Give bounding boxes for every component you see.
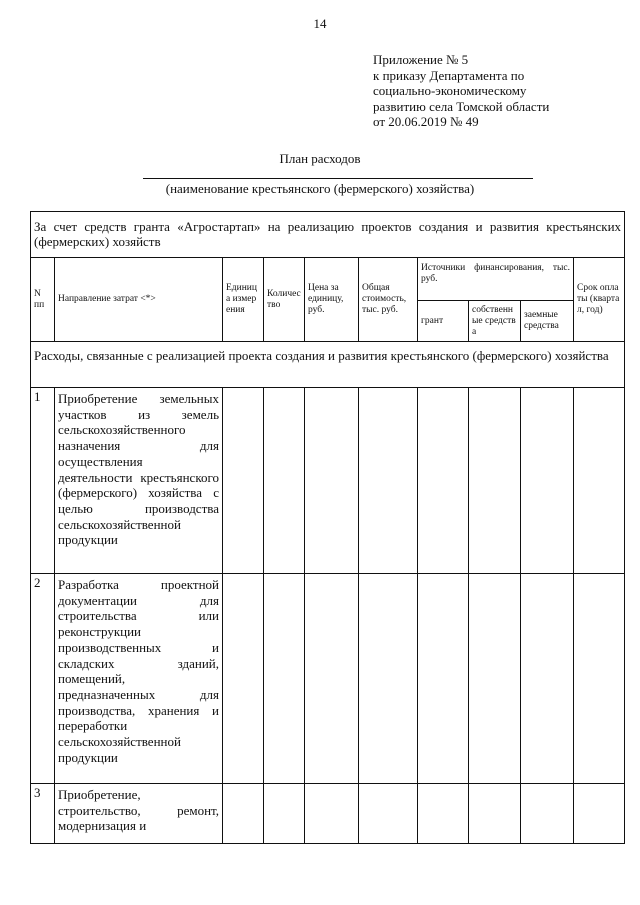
row-number: 2 — [31, 574, 55, 784]
col-own-header: собственные средства — [469, 301, 521, 342]
appendix-block — [373, 52, 549, 130]
table-cell — [521, 574, 574, 784]
table-cell — [305, 784, 359, 844]
appendix-line: Приложение № 5 — [373, 52, 469, 67]
col-total-header: Общая стоимость, тыс. руб. — [359, 258, 418, 342]
table-cell — [469, 784, 521, 844]
table-cell — [305, 388, 359, 574]
table-cell — [418, 784, 469, 844]
table-cell — [521, 388, 574, 574]
table-cell — [418, 388, 469, 574]
table-cell — [264, 574, 305, 784]
plan-title: План расходов — [279, 151, 361, 166]
table-cell — [359, 388, 418, 574]
farm-name-line — [143, 178, 533, 179]
row-number: 3 — [31, 784, 55, 844]
table-cell — [418, 574, 469, 784]
table-cell — [469, 388, 521, 574]
table-cell — [469, 574, 521, 784]
col-unit-header: Единица измерения — [223, 258, 264, 342]
col-num-header: N пп — [31, 258, 55, 342]
table-cell — [223, 574, 264, 784]
table-cell — [574, 784, 625, 844]
col-deadline-header: Срок оплаты (квартал, год) — [574, 258, 625, 342]
row-direction: Приобретение земельных участков из земель сельскохозяйственного назначения для осуществления деятельности крестьянского (фермерского) хозяйства с целью производства сельскохозяйственной продукции — [55, 388, 223, 574]
farm-name-caption: (наименование крестьянского (фермерского) хозяйства) — [165, 181, 475, 196]
page-number: 14 — [313, 16, 327, 31]
table-cell — [264, 784, 305, 844]
table-cell — [359, 574, 418, 784]
table-cell — [264, 388, 305, 574]
table-row — [31, 388, 625, 574]
grant-header: За счет средств гранта «Агростартап» на реализацию проектов создания и развития крестьянских (фермерских) хозяйств — [31, 212, 625, 258]
row-direction: Приобретение, строительство, ремонт, модернизация и — [55, 784, 223, 844]
table-row — [31, 784, 625, 844]
col-quantity-header: Количество — [264, 258, 305, 342]
table-cell — [305, 574, 359, 784]
section-header: Расходы, связанные с реализацией проекта создания и развития крестьянского (фермерского) хозяйства — [31, 342, 625, 388]
appendix-line: от 20.06.2019 № 49 — [373, 114, 479, 129]
appendix-line: социально-экономическому — [373, 83, 527, 98]
col-grant-header: грант — [418, 301, 469, 342]
appendix-line: развитию села Томской области — [373, 98, 550, 114]
col-direction-header: Направление затрат <*> — [55, 258, 223, 342]
col-sources-header: Источники финансирования, тыс. руб. — [418, 258, 574, 301]
row-number: 1 — [31, 388, 55, 574]
table-cell — [574, 388, 625, 574]
table-cell — [223, 784, 264, 844]
table-row — [31, 574, 625, 784]
table-cell — [223, 388, 264, 574]
table-cell — [574, 574, 625, 784]
col-price-header: Цена за единицу, руб. — [305, 258, 359, 342]
table-cell — [359, 784, 418, 844]
appendix-line: к приказу Департамента по — [373, 67, 525, 83]
expense-plan-table — [30, 211, 625, 844]
table-cell — [521, 784, 574, 844]
row-direction: Разработка проектной документации для строительства или реконструкции производственных и складских зданий, помещений, предназначенных для производства, хранения и переработки сельскохозяйственной продукции — [55, 574, 223, 784]
col-borrowed-header: заемные средства — [521, 301, 574, 342]
